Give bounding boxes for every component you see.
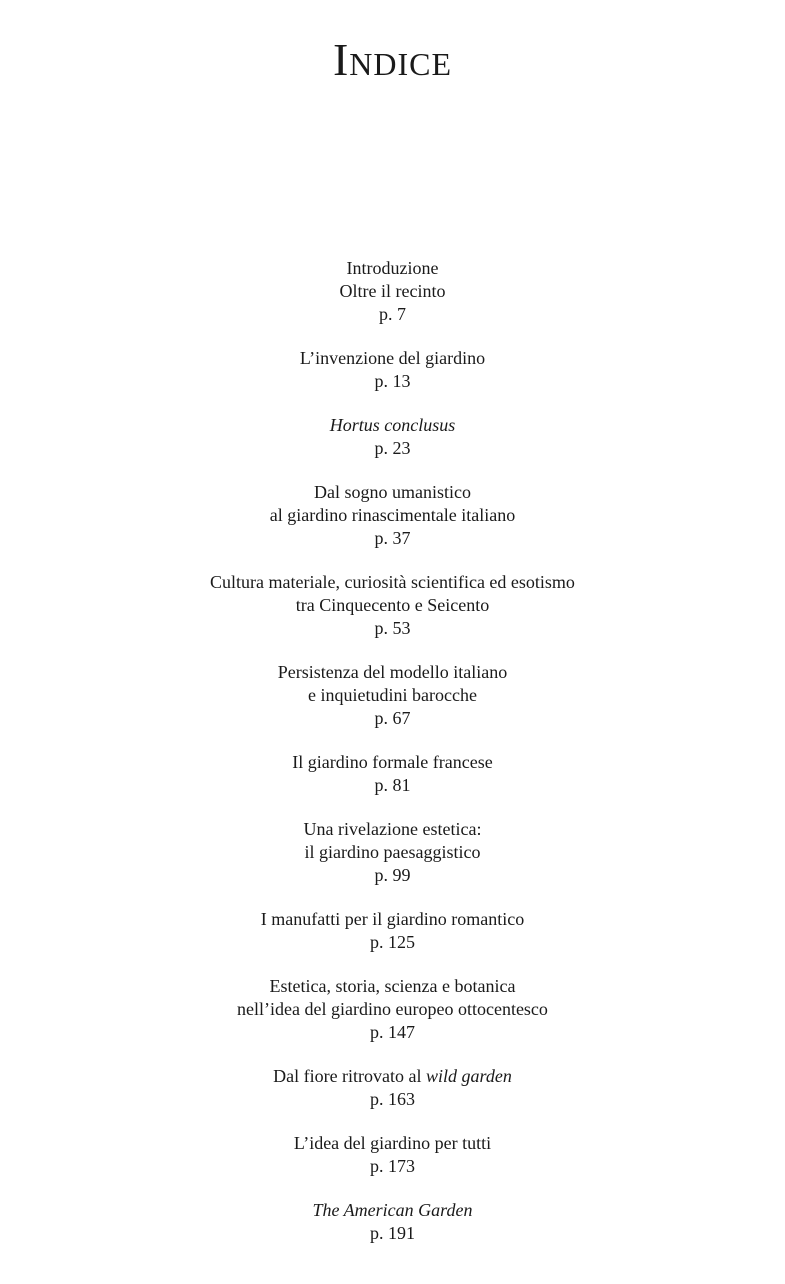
table-of-contents bbox=[0, 257, 785, 1266]
toc-title-segment: tra Cinquecento e Seicento bbox=[295, 595, 490, 615]
toc-page-number: p. 53 bbox=[374, 618, 411, 638]
toc-title-segment: il giardino paesaggistico bbox=[304, 842, 481, 862]
toc-title-segment: I manufatti per il giardino romantico bbox=[260, 909, 525, 929]
toc-page-number: p. 7 bbox=[379, 304, 406, 324]
toc-title-segment: e inquietudini barocche bbox=[308, 685, 477, 705]
toc-entry bbox=[0, 347, 785, 393]
toc-title-segment: L’idea del giardino per tutti bbox=[293, 1133, 492, 1153]
toc-page-number: p. 67 bbox=[374, 708, 411, 728]
toc-page-number: p. 147 bbox=[370, 1022, 415, 1042]
toc-entry-title-line bbox=[0, 280, 785, 303]
toc-entry-title-line bbox=[0, 975, 785, 998]
toc-entry bbox=[0, 661, 785, 730]
toc-entry bbox=[0, 818, 785, 887]
toc-entry bbox=[0, 1065, 785, 1111]
page-title: Indice bbox=[332, 34, 453, 85]
toc-entry-title-line bbox=[0, 1199, 785, 1222]
toc-entry-title-line bbox=[0, 1065, 785, 1088]
toc-entry-title-line bbox=[0, 751, 785, 774]
toc-entry bbox=[0, 257, 785, 326]
toc-page-number: p. 173 bbox=[370, 1156, 415, 1176]
toc-entry-title-line bbox=[0, 908, 785, 931]
toc-page-number: p. 125 bbox=[370, 932, 415, 952]
toc-title-segment: Dal sogno umanistico bbox=[314, 482, 471, 502]
toc-entry-title-line bbox=[0, 257, 785, 280]
toc-entry-title-line bbox=[0, 818, 785, 841]
toc-entry-title-line bbox=[0, 841, 785, 864]
toc-entry-title-line bbox=[0, 347, 785, 370]
toc-entry bbox=[0, 751, 785, 797]
toc-entry bbox=[0, 1199, 785, 1245]
toc-page-number: p. 13 bbox=[374, 371, 411, 391]
toc-entry-title-line bbox=[0, 481, 785, 504]
toc-title-segment: Persistenza del modello italiano bbox=[277, 662, 508, 682]
toc-title-segment: Una rivelazione estetica: bbox=[303, 819, 482, 839]
toc-entry bbox=[0, 414, 785, 460]
toc-entry-title-line bbox=[0, 571, 785, 594]
toc-entry-title-line bbox=[0, 414, 785, 437]
toc-title-segment: L’invenzione del giardino bbox=[299, 348, 486, 368]
toc-title-italic-segment: wild garden bbox=[426, 1066, 512, 1086]
toc-page-number: p. 37 bbox=[374, 528, 411, 548]
toc-entry-title-line bbox=[0, 684, 785, 707]
toc-title-segment: Cultura materiale, curiosità scientifica ed esotismo bbox=[210, 572, 575, 592]
toc-entry bbox=[0, 975, 785, 1044]
toc-entry-title-line bbox=[0, 998, 785, 1021]
toc-page-number: p. 81 bbox=[374, 775, 411, 795]
toc-page-number: p. 163 bbox=[370, 1089, 415, 1109]
toc-entry-title-line bbox=[0, 661, 785, 684]
toc-entry bbox=[0, 571, 785, 640]
toc-title-italic-segment: Hortus conclusus bbox=[329, 415, 456, 435]
toc-title-segment: nell’idea del giardino europeo ottocentesco bbox=[237, 999, 548, 1019]
toc-title-segment: Introduzione bbox=[346, 258, 439, 278]
toc-entry-title-line bbox=[0, 504, 785, 527]
toc-entry-title-line bbox=[0, 594, 785, 617]
toc-title-italic-segment: The American Garden bbox=[312, 1200, 473, 1220]
toc-entry bbox=[0, 1132, 785, 1178]
toc-page-number: p. 191 bbox=[370, 1223, 415, 1243]
toc-page-number: p. 99 bbox=[374, 865, 411, 885]
toc-title-segment: al giardino rinascimentale italiano bbox=[269, 505, 516, 525]
toc-title-segment: Dal fiore ritrovato al bbox=[273, 1066, 427, 1086]
toc-title-segment: Estetica, storia, scienza e botanica bbox=[269, 976, 516, 996]
toc-page-number: p. 23 bbox=[374, 438, 411, 458]
toc-entry bbox=[0, 908, 785, 954]
toc-title-segment: Il giardino formale francese bbox=[292, 752, 493, 772]
toc-entry-title-line bbox=[0, 1132, 785, 1155]
toc-entry bbox=[0, 481, 785, 550]
toc-title-segment: Oltre il recinto bbox=[339, 281, 446, 301]
